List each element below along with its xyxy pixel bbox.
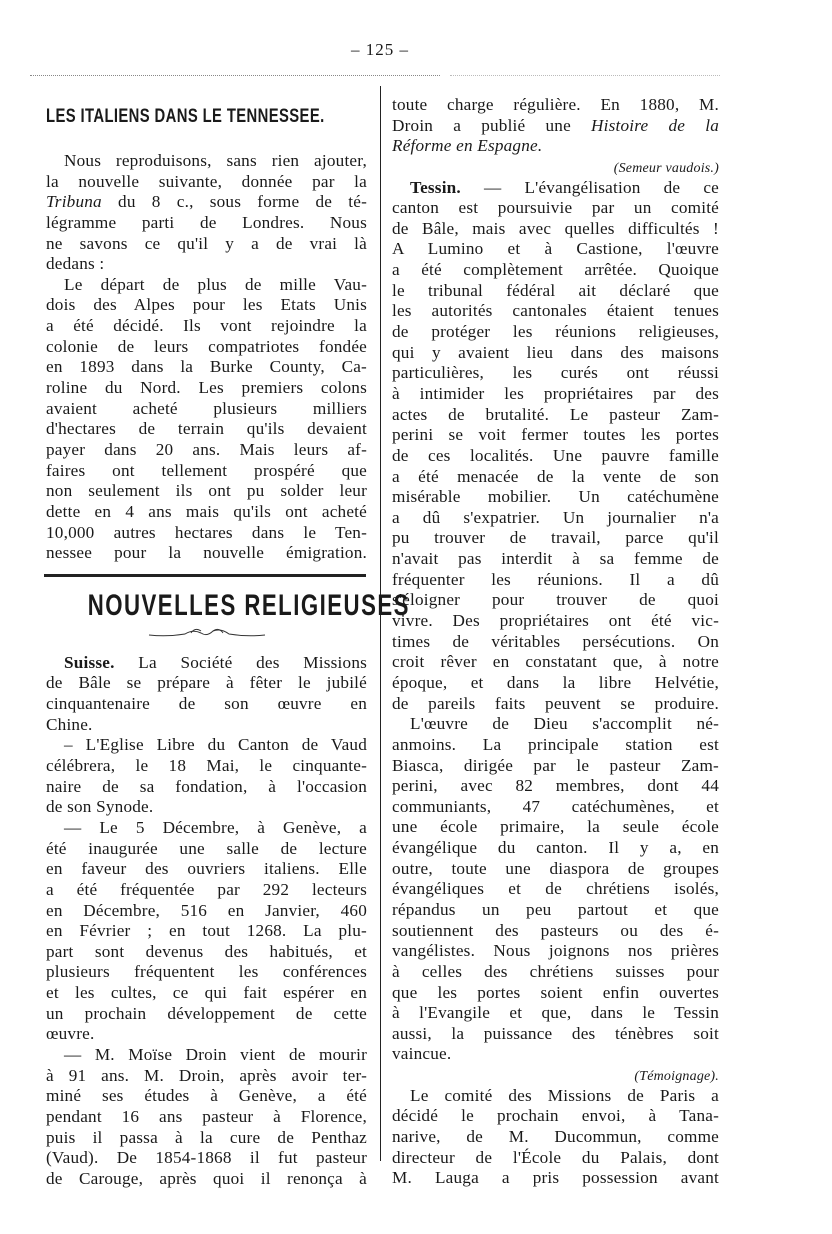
text-line: à intimider les propriétaires par des [392,383,719,403]
section-rule [44,574,366,577]
article-body-italiens [46,151,367,564]
text-line: faires ont tellement prospéré que [46,460,367,480]
text-line: ne savons ce qu'il y a de vrai là [46,233,367,253]
text-line: n'avait pas interdit à sa femme de [392,549,719,569]
text-line: roline du Nord. Les premiers colons [46,378,367,398]
text-line: évangélique du canton. Il y a, en [392,838,719,858]
text-line: particulières, les curés ont réussi [392,363,719,383]
text-line: colonie de leurs compatriotes fondée [46,336,367,356]
text-line: perini se voit fermer toutes les portes [392,425,719,445]
text-line: non seulement ils ont pu solder leur [46,481,367,501]
text-line: la nouvelle suivante, donnée par la [46,171,367,191]
text-line: (Vaud). De 1854-1868 il fut pasteur [46,1148,367,1168]
text-line: puis il passa à la cure de Penthaz [46,1127,367,1147]
text-line: avaient acheté plusieurs milliers [46,398,367,418]
text-line: en Février ; en tout 1268. La plu- [46,921,367,941]
text-line: dedans : [46,254,105,274]
text-line: payer dans 20 ans. Mais leurs af- [46,439,367,459]
text-line: a été complètement arrêtée. Quoique [392,260,719,280]
text-line: pendant 16 ans pasteur à Florence, [46,1106,367,1126]
column-divider [380,86,381,1161]
text-line: de Carouge, après quoi il renonça à [46,1168,367,1188]
text-line: œuvre. [46,1024,95,1044]
text-line: de ces localités. Une pauvre famille [392,445,719,465]
text-line: A Lumino et à Castione, l'œuvre [392,239,719,259]
text-line: de pareils faits peuvent se produire. [392,693,719,713]
text-line: dois des Alpes pour les Etats Unis [46,295,367,315]
text-line: — Le 5 Décembre, à Genève, a [64,817,367,837]
text-line: Tribuna du 8 c., sous forme de té- [46,192,367,212]
left-column [46,95,410,1189]
text-line: aussi, la puissance des ténèbres soit [392,1023,719,1043]
text-line: s'éloigner pour trouver de quoi [392,590,719,610]
source-citation: (Témoignage). [634,1069,719,1085]
text-line: Le départ de plus de mille Vau- [64,274,367,294]
text-line: a été menacée de la vente de son [392,466,719,486]
text-line: de son Synode. [46,797,154,817]
text-line: part sont devenus des habitués, et [46,941,367,961]
text-line: le tribunal fédéral ait déclaré que [392,280,719,300]
text-line: perini, avec 82 membres, dont 44 [392,776,719,796]
text-line: toute charge régulière. En 1880, M. [392,95,719,114]
header-rule-right [450,75,720,76]
text-line: époque, et dans la libre Helvétie, [392,672,719,692]
text-line: été inaugurée une salle de lecture [46,838,367,858]
text-line: en Décembre, 516 en Janvier, 460 [46,900,367,920]
text-line: Suisse. La Société des Missions [64,652,367,672]
text-line: une école primaire, la seule école [392,817,719,837]
page-number: – 125 – [351,40,409,59]
text-line: — M. Moïse Droin vient de mourir [64,1044,367,1064]
text-line: actes de brutalité. Le pasteur Zam- [392,404,719,424]
text-line: croit rêver en constatant que, à notre [392,652,719,672]
text-line: communiants, 47 catéchumènes, et [392,796,719,816]
text-line: 10,000 autres hectares dans le Ten- [46,522,367,542]
text-line: plusieurs fréquentent les conférences [46,962,367,982]
text-line: de Bâle se prépare à fêter le jubilé [46,673,367,693]
text-line: a été fréquentée par 292 lecteurs [46,879,367,899]
text-line: Le comité des Missions de Paris a [410,1085,719,1105]
text-line: à l'Evangile et que, dans le Tessin [392,1003,719,1023]
text-line: de protéger les réunions religieuses, [392,322,719,342]
text-line: en faveur des ouvriers italiens. Elle [46,859,367,879]
text-line: évangéliques et de chrétiens isolés, [392,879,719,899]
text-line: les autorités cantonales étaient tenues [392,301,719,321]
text-line: Droin a publié une Histoire de la [392,115,719,135]
text-line: et les cultes, ce qui fait espérer en [46,983,367,1003]
text-line: un prochain développement de cette [46,1003,367,1023]
text-line: L'œuvre de Dieu s'accomplit né- [410,714,719,734]
text-line: pu trouver de travail, parce qu'il [392,528,719,548]
text-line: outre, toute une diaspora de groupes [392,858,719,878]
article-body-nouvelles [46,653,367,1190]
section-title-nouvelles-religieuses: NOUVELLES RELIGIEUSES [87,588,410,622]
right-column [392,95,719,1189]
header-rule [30,75,440,76]
text-line: dette en 4 ans mais qu'ils ont acheté [46,501,367,521]
text-line: times de véritables persécutions. On [392,631,719,651]
text-line: anmoins. La principale station est [392,734,719,754]
text-line: Réforme en Espagne. [392,136,543,156]
text-line: misérable mobilier. Un catéchumène [392,487,719,507]
text-line: célébrera, le 18 Mai, le cinquante- [46,756,367,776]
text-line: qui y avaient lieu dans des maisons [392,342,719,362]
text-line: a été décidé. Ils vont rejoindre la [46,316,367,336]
text-line: vaincue. [392,1044,452,1064]
text-line: naire de sa fondation, à l'occasion [46,776,367,796]
text-line: directeur de l'École du Palais, dont [392,1147,719,1167]
text-line: Chine. [46,714,93,734]
text-line: miné ses études à Genève, a été [46,1086,367,1106]
text-line: fréquenter les réunions. Il a dû [392,569,719,589]
text-line: de Bâle, mais avec quelles difficultés ! [392,218,719,238]
text-line: légramme parti de Londres. Nous [46,212,367,232]
text-line: canton est poursuivie par un comité [392,198,719,218]
text-line: décidé le prochain envoi, à Tana- [392,1106,719,1126]
text-line: soutiennent des pasteurs ou des é- [392,920,719,940]
text-line: Tessin. — L'évangélisation de ce [410,177,719,197]
article-title-italiens: LES ITALIENS DANS LE TENNESSEE. [46,106,325,127]
text-line: narive, de M. Ducommun, comme [392,1127,719,1147]
text-line: à 91 ans. M. Droin, après avoir ter- [46,1065,367,1085]
text-line: cinquantenaire de son œuvre en [46,694,367,714]
text-line: d'hectares de terrain qu'ils devaient [46,419,367,439]
text-line: a dû s'expatrier. Un journalier n'a [392,507,719,527]
text-line: nessee pour la nouvelle émigration. [46,543,367,563]
source-citation: (Semeur vaudois.) [613,160,719,176]
text-line: – L'Eglise Libre du Canton de Vaud [64,735,367,755]
text-line: vangélistes. Nous joignons nos prières [392,941,719,961]
text-line: en 1893 dans la Burke County, Ca- [46,357,367,377]
text-line: que les portes soient enfin ouvertes [392,982,719,1002]
text-line: répandus un peu partout et que [392,899,719,919]
text-line: Biasca, dirigée par le pasteur Zam- [392,755,719,775]
text-line: Nous reproduisons, sans rien ajouter, [64,151,367,170]
text-line: M. Lauga a pris possession avant [392,1168,719,1188]
text-line: à celles des chrétiens suisses pour [392,961,719,981]
text-line: vivre. Des propriétaires ont été vic- [392,611,719,631]
